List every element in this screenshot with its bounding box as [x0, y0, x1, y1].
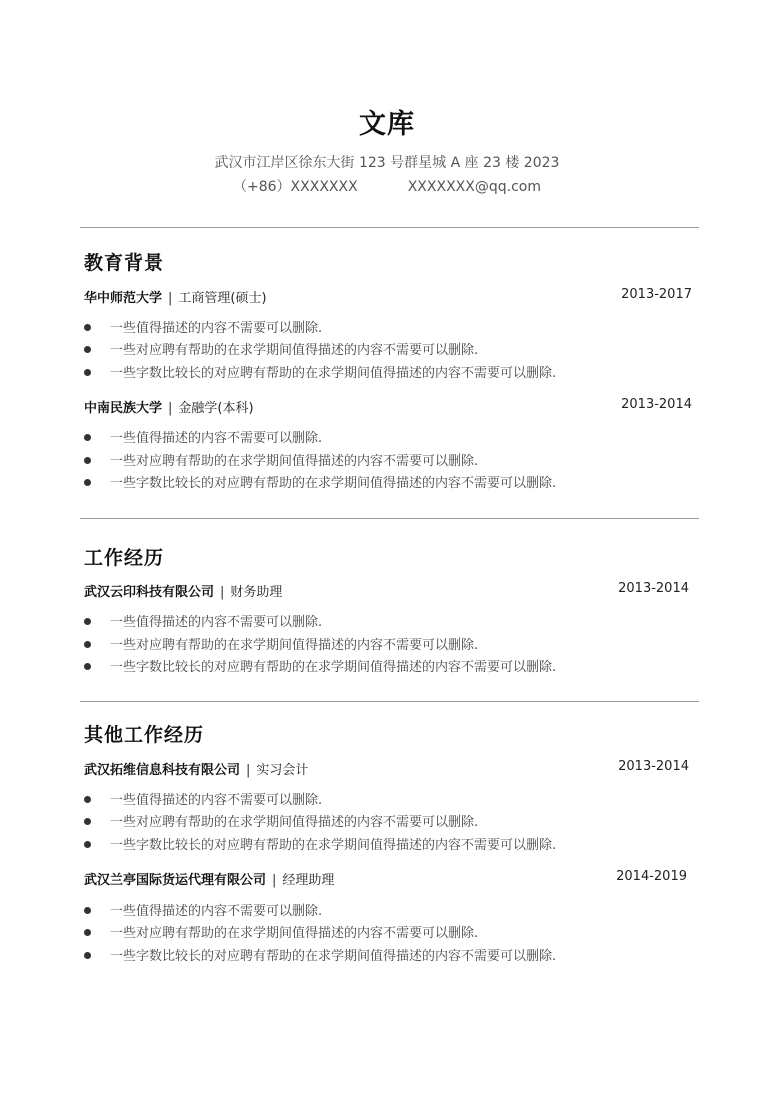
- education-entry-header: [84, 397, 692, 415]
- date-range: 2013-2014: [618, 581, 689, 596]
- resume-name: 文库: [359, 109, 415, 140]
- section-title-work: 工作经历: [84, 547, 165, 569]
- bullet-icon: [84, 641, 91, 648]
- list-item: [84, 837, 556, 855]
- company-name: 武汉拓维信息科技有限公司: [84, 763, 241, 778]
- list-item-text: 一些值得描述的内容不需要可以删除.: [110, 793, 323, 808]
- separator: |: [168, 291, 173, 306]
- work-entry-header: [84, 581, 689, 599]
- separator: |: [220, 585, 225, 600]
- list-item: [84, 430, 322, 448]
- list-item-text: 一些值得描述的内容不需要可以删除.: [110, 615, 323, 630]
- bullet-icon: [84, 457, 91, 464]
- address-line: 武汉市江岸区徐东大街 123 号群星城 A 座 23 楼 2023: [214, 155, 560, 171]
- bullet-icon: [84, 818, 91, 825]
- bullet-icon: [84, 434, 91, 441]
- list-item: [84, 320, 322, 338]
- list-item-text: 一些对应聘有帮助的在求学期间值得描述的内容不需要可以删除.: [110, 343, 479, 358]
- list-item: [84, 792, 322, 810]
- date-range: 2013-2017: [621, 287, 692, 302]
- bullet-icon: [84, 324, 91, 331]
- phone-text: （+86）XXXXXXX: [233, 179, 358, 195]
- list-item-text: 一些字数比较长的对应聘有帮助的在求学期间值得描述的内容不需要可以删除.: [110, 660, 557, 675]
- separator: |: [168, 401, 173, 416]
- list-item-text: 一些字数比较长的对应聘有帮助的在求学期间值得描述的内容不需要可以删除.: [110, 838, 557, 853]
- section-divider: [80, 227, 699, 228]
- company-name: 武汉兰亭国际货运代理有限公司: [84, 873, 267, 888]
- degree: 金融学(本科): [178, 401, 254, 416]
- list-item-text: 一些对应聘有帮助的在求学期间值得描述的内容不需要可以删除.: [110, 638, 479, 653]
- date-range: 2014-2019: [616, 869, 687, 884]
- list-item: [84, 475, 556, 493]
- date-range: 2013-2014: [621, 397, 692, 412]
- date-range: 2013-2014: [618, 759, 689, 774]
- bullet-icon: [84, 841, 91, 848]
- list-item: [84, 614, 322, 632]
- school-name: 华中师范大学: [84, 291, 163, 306]
- email-text: XXXXXXX@qq.com: [407, 179, 541, 195]
- list-item-text: 一些值得描述的内容不需要可以删除.: [110, 431, 323, 446]
- list-item: [84, 659, 556, 677]
- bullet-icon: [84, 346, 91, 353]
- list-item: [84, 637, 478, 655]
- list-item-text: 一些值得描述的内容不需要可以删除.: [110, 904, 323, 919]
- bullet-icon: [84, 479, 91, 486]
- list-item: [84, 365, 556, 383]
- list-item-text: 一些对应聘有帮助的在求学期间值得描述的内容不需要可以删除.: [110, 926, 479, 941]
- bullet-icon: [84, 618, 91, 625]
- separator: |: [272, 873, 277, 888]
- list-item-text: 一些对应聘有帮助的在求学期间值得描述的内容不需要可以删除.: [110, 454, 479, 469]
- work-entry-header: [84, 869, 687, 887]
- separator: |: [246, 763, 251, 778]
- bullet-icon: [84, 952, 91, 959]
- section-divider: [80, 518, 699, 519]
- contact-line: [0, 176, 774, 196]
- bullet-icon: [84, 369, 91, 376]
- list-item: [84, 814, 478, 832]
- list-item-text: 一些值得描述的内容不需要可以删除.: [110, 321, 323, 336]
- education-entry-header: [84, 287, 692, 305]
- list-item-text: 一些字数比较长的对应聘有帮助的在求学期间值得描述的内容不需要可以删除.: [110, 366, 557, 381]
- degree: 工商管理(硕士): [178, 291, 267, 306]
- bullet-icon: [84, 907, 91, 914]
- job-title: 经理助理: [282, 873, 335, 888]
- list-item: [84, 342, 478, 360]
- list-item: [84, 948, 556, 966]
- company-name: 武汉云印科技有限公司: [84, 585, 215, 600]
- list-item-text: 一些对应聘有帮助的在求学期间值得描述的内容不需要可以删除.: [110, 815, 479, 830]
- list-item: [84, 453, 478, 471]
- list-item: [84, 903, 322, 921]
- school-name: 中南民族大学: [84, 401, 163, 416]
- bullet-icon: [84, 929, 91, 936]
- work-entry-header: [84, 759, 689, 777]
- bullet-icon: [84, 663, 91, 670]
- section-title-other-work: 其他工作经历: [84, 724, 205, 746]
- bullet-icon: [84, 796, 91, 803]
- list-item-text: 一些字数比较长的对应聘有帮助的在求学期间值得描述的内容不需要可以删除.: [110, 949, 557, 964]
- job-title: 实习会计: [256, 763, 309, 778]
- section-title-education: 教育背景: [84, 252, 165, 274]
- section-divider: [80, 701, 699, 702]
- job-title: 财务助理: [230, 585, 283, 600]
- list-item-text: 一些字数比较长的对应聘有帮助的在求学期间值得描述的内容不需要可以删除.: [110, 476, 557, 491]
- list-item: [84, 925, 478, 943]
